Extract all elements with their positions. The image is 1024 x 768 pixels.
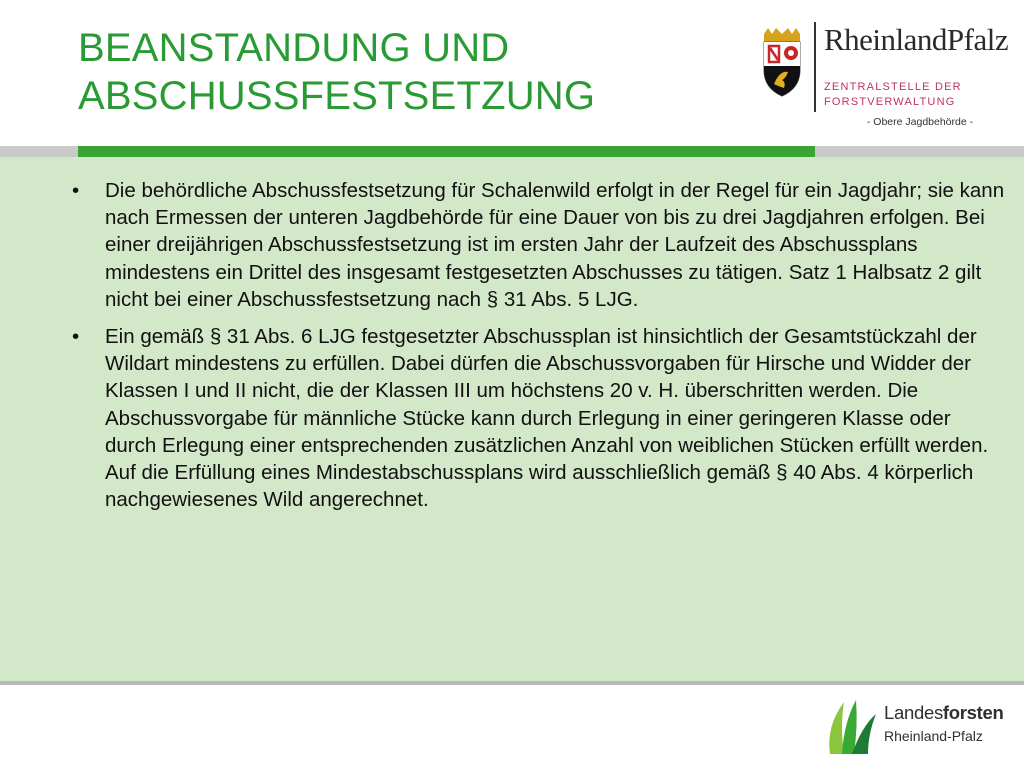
agency-name-line-2: FORSTVERWALTUNG [824, 96, 956, 108]
agency-name [824, 80, 1024, 110]
authority-label: - Obere Jagdbehörde - [866, 116, 974, 128]
footer-rule [0, 681, 1024, 685]
agency-name-line-1: ZENTRALSTELLE DER [824, 81, 962, 93]
forest-mark-icon [822, 696, 880, 758]
bullet-list [72, 177, 1007, 523]
forest-region: Rheinland-Pfalz [884, 728, 983, 744]
coat-of-arms-icon [760, 28, 804, 98]
bullet-item [72, 177, 1007, 313]
title-rule-green [78, 146, 815, 157]
content-panel [0, 157, 1024, 681]
slide-title [78, 24, 738, 120]
bullet-item [72, 323, 1007, 513]
forest-logo [822, 694, 1022, 764]
bullet-text: Die behördliche Abschussfestsetzung für Schalenwild erfolgt in der Regel für ein Jagdjahr; sie kann nach Ermessen der unteren Jagdbehörde für eine Dauer von bis zu drei Jagdjahren erfolgen. Bei einer dreijährigen Abschussfestsetzung ist im ersten Jahr der Laufzeit des Abschussplans mindestens ein Drittel des insgesamt festgesetzten Abschusses zu tätigen. Satz 1 Halbsatz 2 gilt nicht bei einer Abschussfestsetzung nach § 31 Abs. 5 LJG. [105, 179, 1005, 311]
bullet-text: Ein gemäß § 31 Abs. 6 LJG festgesetzter Abschussplan ist hinsichtlich der Gesamtstückzahl der Wildart mindestens zu erfüllen. Dabei dürfen die Abschussvorgaben für Hirsche und Widder der Klassen I und II nicht, die der Klassen III um höchstens 20 v. H. überschritten werden. Die Abschussvorgabe für männliche Stücke kann durch Erlegung in einer geringeren Klasse oder durch Erlegung einer entsprechenden zusätzlichen Anzahl von weiblichen Stücken erfüllt werden. Auf die Erfüllung eines Mindestabschussplans wird ausschließlich gemäß § 40 Abs. 4 körperlich nachgewiesenes Wild angerechnet. [105, 325, 989, 512]
slide-title-line-1: BEANSTANDUNG UND [78, 26, 510, 70]
slide-title-line-2: ABSCHUSSFESTSETZUNG [78, 74, 596, 118]
bullet-marker: • [72, 325, 80, 349]
forest-name-light: Landes [884, 702, 943, 723]
bullet-marker: • [72, 179, 80, 202]
forest-name [884, 702, 1004, 724]
state-name: RheinlandPfalz [824, 22, 1009, 57]
forest-name-bold: forsten [942, 702, 1004, 723]
logo-divider [814, 22, 816, 112]
state-logo [754, 18, 1024, 133]
